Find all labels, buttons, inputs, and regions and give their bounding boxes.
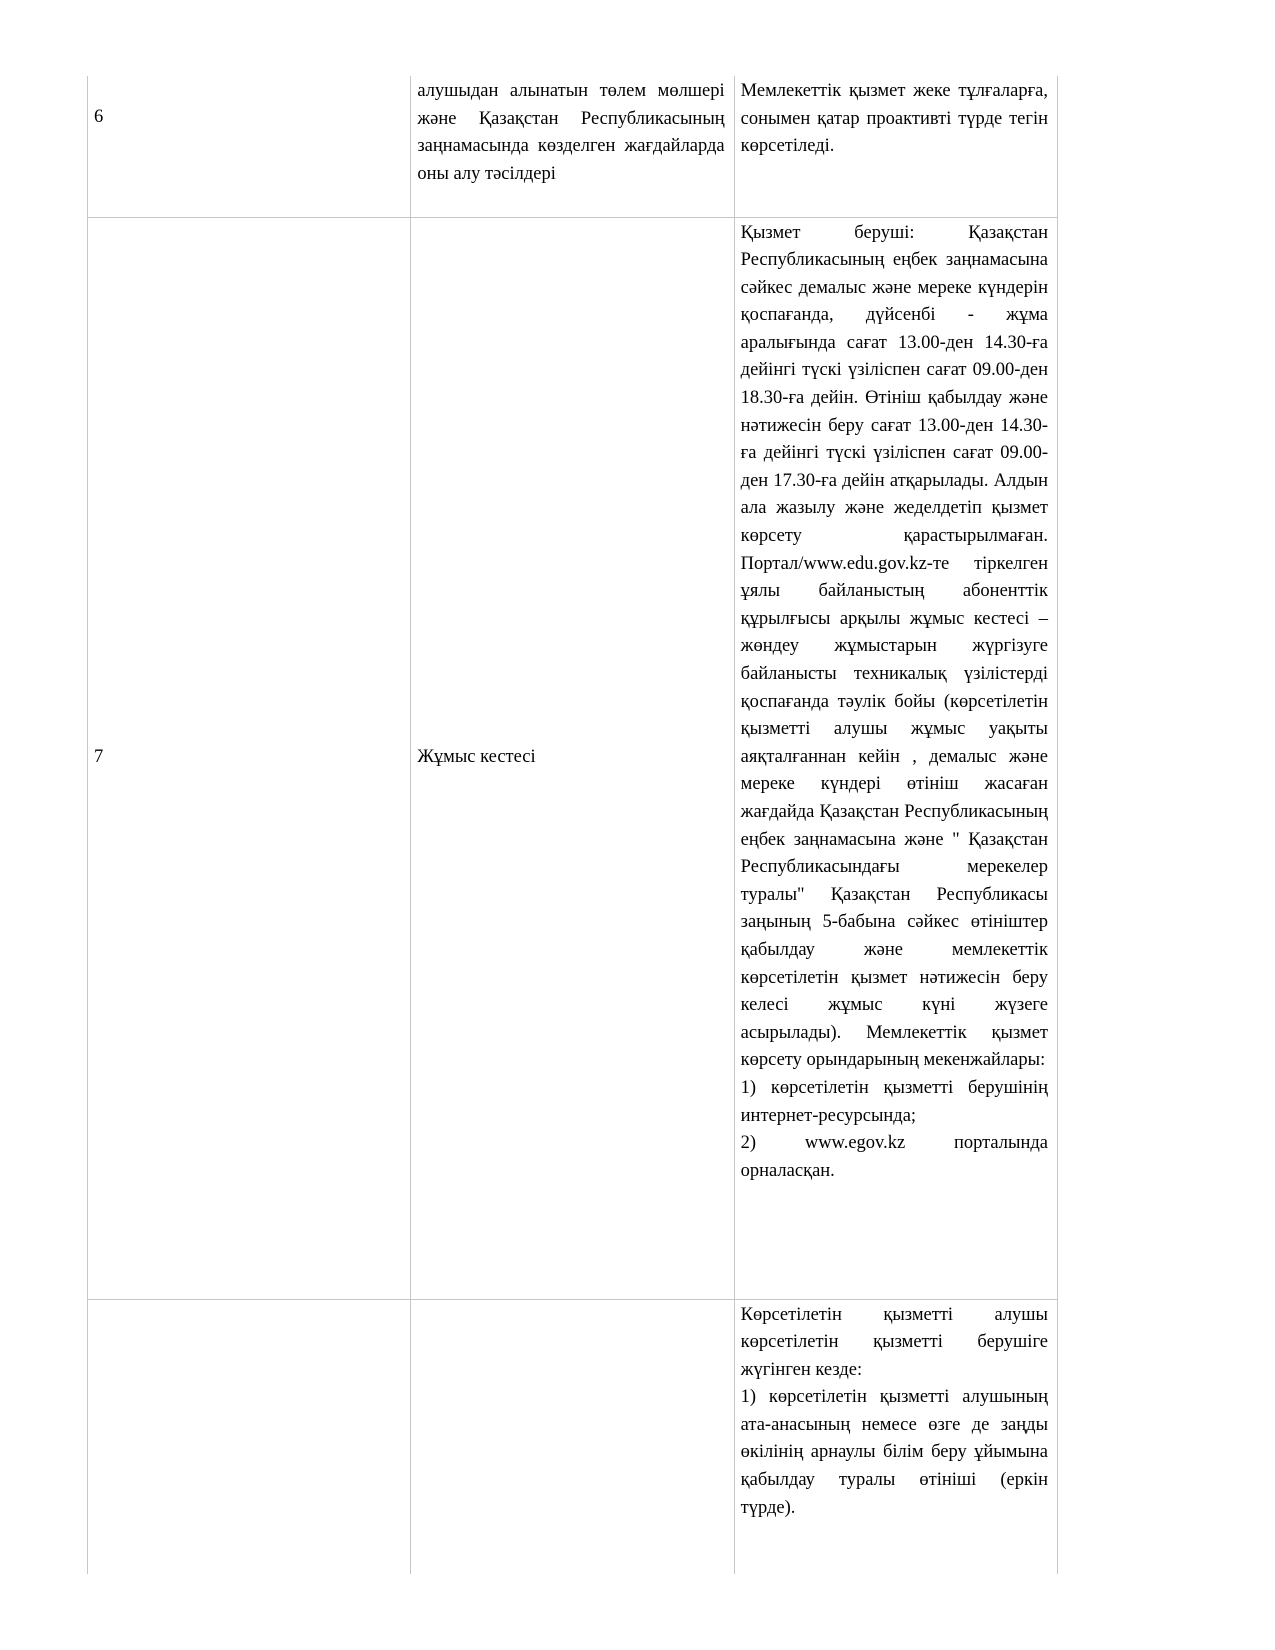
row-content <box>741 1302 1048 1523</box>
paragraph: 2) www.egov.kz порталында орналасқан. <box>740 1133 1048 1181</box>
row-label: Жұмыс кестесі <box>417 747 536 768</box>
table-row-8 <box>88 1299 1058 1574</box>
row-content <box>741 220 1048 1186</box>
row-content <box>741 78 1048 161</box>
row-number: 7 <box>94 747 104 768</box>
row-number: 6 <box>94 107 104 127</box>
service-standard-table <box>87 76 1058 1574</box>
paragraph: Мемлекеттік қызмет жеке тұлғаларға, сонымен қатар проактивті түрде тегін көрсетіледі. <box>740 81 1048 157</box>
paragraph: 1) көрсетілетін қызметті берушінің интернет-ресурсында; <box>740 1077 1048 1126</box>
row-6-label-cell <box>411 76 734 217</box>
row-7-content-cell <box>734 217 1057 1299</box>
row-6-content-cell <box>734 76 1057 217</box>
paragraph: Қызмет беруші: Қазақстан Республикасының еңбек заңнамасына сәйкес демалыс және мереке күндерін қоспағанда, дүйсенбі - жұма аралығында сағат 13.00-ден 14.30-ға дейінгі түскі үзіліспен сағат 09.00-ден 18.30-ға дейін. Өтініш қабылдау және нәтижесін беру сағат 13.00-ден 14.30-ға дейінгі түскі үзіліспен сағат 09.00-ден 17.30-ға дейін атқарылады. Алдын ала жазылу және жеделдетіп қызмет көрсету қарастырылмаған. Портал/www.edu.gov.kz-те тіркелген ұялы байланыстың абоненттік құрылғысы арқылы жұмыс кестесі – жөндеу жұмыстарын жүргізуге байланысты техникалық үзілістерді қоспағанда тәулік бойы (көрсетілетін қызметті алушы жұмыс уақыты аяқталғаннан кейін , демалыс және мереке күндері өтініш жасаған жағдайда Қазақстан Республикасының еңбек заңнамасына және " Қазақстан Республикасындағы мерекелер туралы" Қазақстан Республикасы заңының 5-бабына сәйкес өтініштер қабылдау және мемлекеттік көрсетілетін қызмет нәтижесін беру келесі жұмыс күні жүзеге асырылады). Мемлекеттік қызмет көрсету орындарының мекенжайлары: <box>740 222 1048 1071</box>
paragraph: Көрсетілетін қызметті алушы көрсетілетін қызметті берушіге жүгінген кезде: <box>740 1304 1048 1380</box>
table-row-6 <box>88 76 1058 217</box>
row-label: алушыдан алынатын төлем мөлшері және Қазақстан Республикасының заңнамасында көзделген жағдайларда оны алу тәсілдері <box>417 81 725 184</box>
table-row-7 <box>88 217 1058 1299</box>
row-6-number-cell <box>88 76 411 217</box>
row-8-label-cell <box>411 1299 734 1574</box>
row-7-label-cell <box>411 217 734 1299</box>
paragraph: 1) көрсетілетін қызметті алушының ата-анасының немесе өзге де заңды өкілінің арнаулы білім беру ұйымына қабылдау туралы өтініші (еркін түрде). <box>740 1387 1048 1518</box>
row-8-content-cell <box>734 1299 1057 1574</box>
row-7-number-cell <box>88 217 411 1299</box>
row-8-number-cell <box>88 1299 411 1574</box>
